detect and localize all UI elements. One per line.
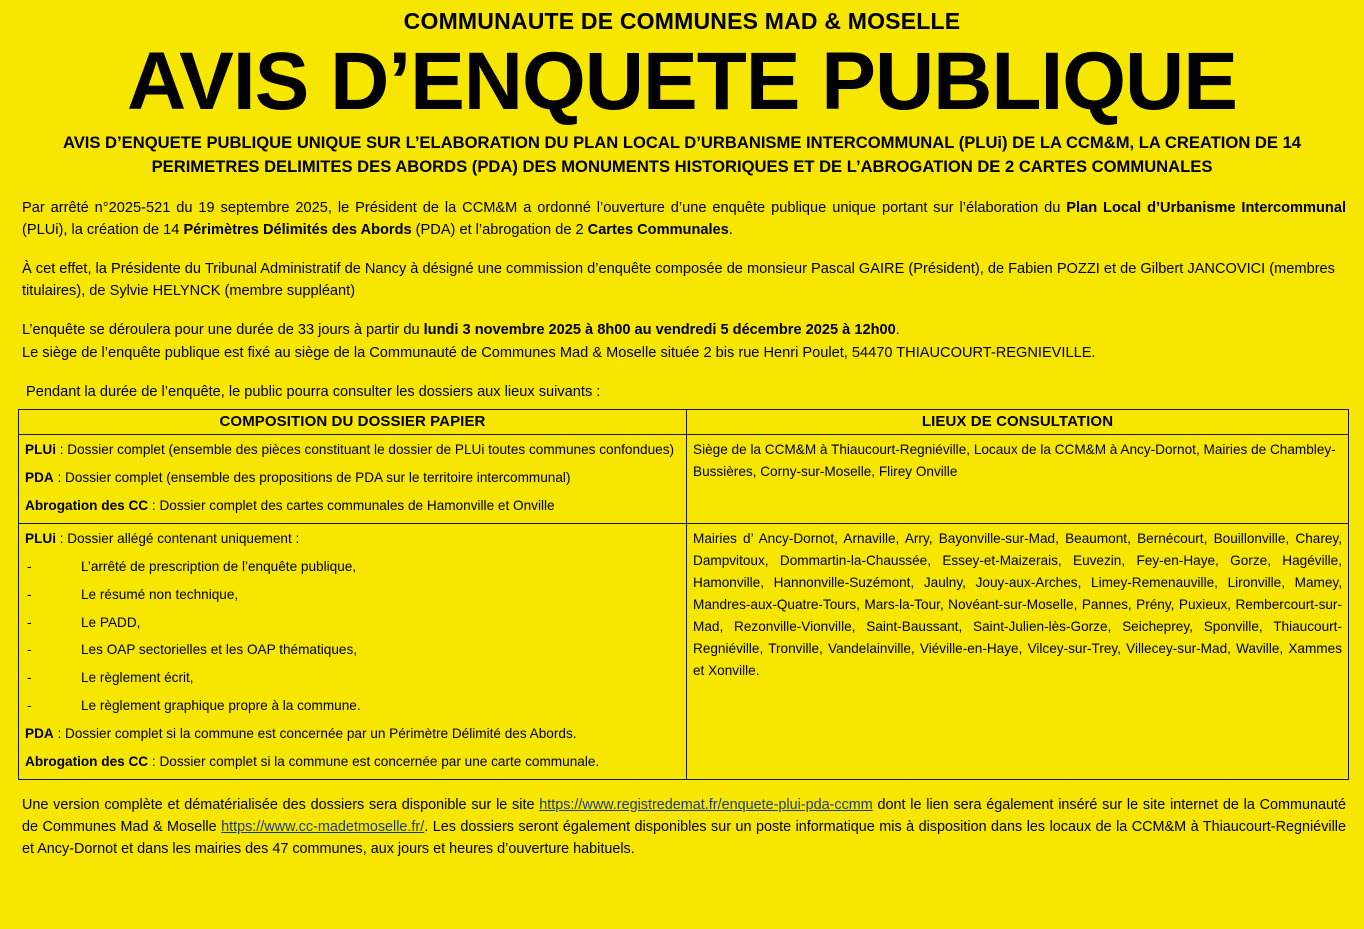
list-item: - Le règlement graphique propre à la commune.: [25, 695, 680, 717]
notice-subtitle: AVIS D’ENQUETE PUBLIQUE UNIQUE SUR L’ELABORATION DU PLAN LOCAL D’URBANISME INTERCOMMUNAL (PLUi) DE LA CCM&M, LA CREATION DE 14 PERIMETRES DELIMITES DES ABORDS (PDA) DES MONUMENTS HISTORIQUES ET DE L’ABROGATION DE 2 CARTES COMMUNALES: [62, 132, 1302, 176]
row2-plui-text: : Dossier allégé contenant uniquement :: [55, 531, 300, 546]
decree-text-g: .: [728, 221, 733, 238]
row1-plui-label: PLUi: [25, 441, 56, 457]
row2-cc-line: [25, 751, 680, 773]
decree-pda-bold: Périmètres Délimités des Abords: [183, 221, 412, 238]
row1-cc-text: : Dossier complet des cartes communales de Hamonville et Onville: [148, 497, 555, 513]
footer-paragraph: [22, 794, 1346, 861]
row1-cc-line: [25, 495, 680, 517]
row1-cc-label: Abrogation des CC: [25, 497, 149, 513]
paragraph-decree: [22, 197, 1346, 241]
list-item: - Le résumé non technique,: [25, 584, 680, 606]
footer-text-part2: dont le lien sera également inséré sur le site internet de la Communauté de Communes Mad & Moselle: [22, 796, 1346, 835]
organisation-name: COMMUNAUTE DE COMMUNES MAD & MOSELLE: [403, 8, 961, 34]
row1-lieux-text: Siège de la CCM&M à Thiaucourt-Regniéville, Locaux de la CCM&M à Ancy-Dornot, Mairies de Chambley-Bussières, Corny-sur-Moselle, Flirey Onville: [693, 441, 1336, 479]
decree-text-a: Par arrêté n°2025-521 du 19 septembre 2025, le Président de la CCM&M a ordonné l’ouverture d’une enquête publique unique portant sur l’élaboration du: [22, 199, 1067, 216]
row1-pda-label: PDA: [25, 469, 54, 485]
duration-text-c: .: [895, 322, 900, 339]
row1-pda-text: : Dossier complet (ensemble des propositions de PDA sur le territoire intercommunal): [53, 469, 571, 485]
consultation-lead-in: Pendant la durée de l’enquête, le public pourra consulter les dossiers aux lieux suivants :: [26, 383, 601, 400]
table-row: [19, 434, 1349, 523]
list-item: - Le règlement écrit,: [25, 667, 680, 689]
row2-cc-text: : Dossier complet si la commune est concernée par une carte communale.: [148, 753, 600, 769]
dossier-items-list: [25, 556, 680, 717]
list-item: - Le PADD,: [25, 612, 680, 634]
table-header-row: [19, 409, 1349, 434]
paragraph-commission: À cet effet, la Présidente du Tribunal Administratif de Nancy à désigné une commission d’enquête composée de monsieur Pascal GAIRE (Président), de Fabien POZZI et de Gilbert JANCOVICI (membres titulaires), de Sylvie HELYNCK (membre suppléant): [22, 261, 1335, 300]
cell-lieux-full: [687, 434, 1349, 523]
ccmadetmoselle-link[interactable]: https://www.cc-madetmoselle.fr/: [221, 818, 425, 835]
decree-text-e: (PDA) et l’abrogation de 2: [411, 221, 588, 238]
duration-dates-bold: lundi 3 novembre 2025 à 8h00 au vendredi 5 décembre 2025 à 12h00: [423, 322, 896, 339]
column-header-lieux: LIEUX DE CONSULTATION: [687, 409, 1349, 434]
list-item: - L’arrêté de prescription de l’enquête publique,: [25, 556, 680, 578]
registredemat-link[interactable]: https://www.registredemat.fr/enquete-plui-pda-ccmm: [539, 796, 873, 813]
cell-composition-allege: [19, 524, 687, 780]
body-paragraphs: [0, 197, 1364, 403]
footer-text-part1: Une version complète et dématérialisée des dossiers sera disponible sur le site: [22, 796, 540, 813]
footer-section: [0, 794, 1364, 861]
decree-plui-bold: Plan Local d’Urbanisme Intercommunal: [1066, 199, 1347, 216]
column-header-composition: COMPOSITION DU DOSSIER PAPIER: [19, 409, 687, 434]
paragraph-duration: [22, 319, 1346, 341]
duration-text-a: L’enquête se déroulera pour une durée de 33 jours à partir du: [22, 322, 424, 339]
cell-composition-full: [19, 434, 687, 523]
list-item: - Les OAP sectorielles et les OAP thématiques,: [25, 639, 680, 661]
row2-cc-label: Abrogation des CC: [25, 753, 149, 769]
cell-lieux-mairies: [687, 524, 1349, 780]
row1-plui-line: [25, 439, 680, 461]
row2-plui-line: [25, 528, 680, 550]
row2-pda-line: [25, 723, 680, 745]
row1-plui-text: : Dossier complet (ensemble des pièces constituant le dossier de PLUi toutes communes confondues): [55, 441, 675, 457]
paragraph-headquarters: Le siège de l’enquête publique est fixé au siège de la Communauté de Communes Mad & Moselle située 2 bis rue Henri Poulet, 54470 THIAUCOURT-REGNIEVILLE.: [22, 344, 1096, 361]
row2-plui-label: PLUi: [25, 531, 56, 546]
table-row: [19, 524, 1349, 780]
row2-lieux-text: Mairies d’ Ancy-Dornot, Arnaville, Arry, Bayonville-sur-Mad, Beaumont, Bernécourt, Bouillonville, Charey, Dampvitoux, Dommartin-la-Chaussée, Essey-et-Maizerais, Euvezin, Fey-en-Haye, Gorze, Hagéville, Hamonville, Hannonville-Suzémont, Jaulny, Jouy-aux-Arches, Limey-Remenauville, Lironville, Mamey, Mandres-aux-Quatre-Tours, Mars-la-Tour, Novéant-sur-Moselle, Pannes, Prény, Puxieux, Rembercourt-sur-Mad, Rezonville-Vionville, Saint-Baussant, Saint-Julien-lès-Gorze, Seicheprey, Sponville, Thiaucourt-Regniéville, Tronville, Vandelainville, Viéville-en-Haye, Vilcey-sur-Trey, Villecey-sur-Mad, Waville, Xammes et Xonville.: [693, 531, 1342, 679]
page-title: AVIS D’ENQUETE PUBLIQUE: [127, 36, 1237, 128]
footer-text-part3: . Les dossiers seront également disponibles sur un poste informatique mis à disposition dans les locaux de la CCM&M à Thiaucourt-Regniéville et Ancy-Dornot et dans les mairies des 47 communes, aux jours et heures d’ouverture habituels.: [22, 818, 1346, 858]
row2-pda-label: PDA: [25, 725, 54, 741]
decree-text-c: (PLUi), la création de 14: [22, 221, 184, 238]
decree-cc-bold: Cartes Communales: [587, 221, 729, 238]
consultation-table: [18, 409, 1349, 780]
row1-pda-line: [25, 467, 680, 489]
row2-pda-text: : Dossier complet si la commune est concernée par un Périmètre Délimité des Abords.: [53, 725, 577, 741]
